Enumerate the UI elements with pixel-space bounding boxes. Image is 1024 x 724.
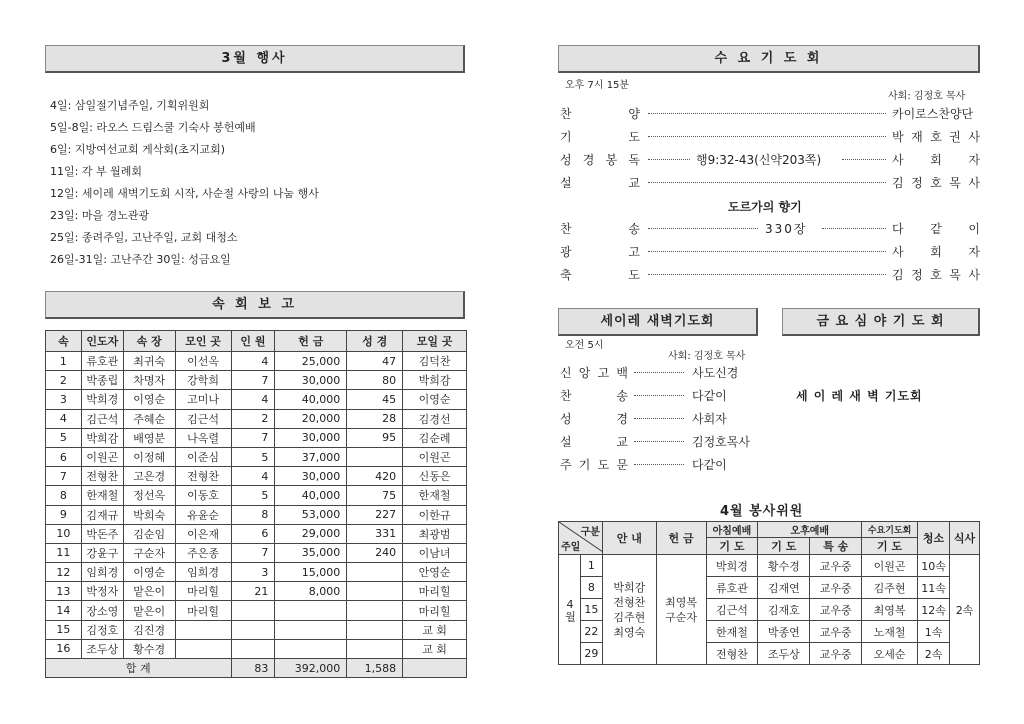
table-cell: 박희숙 [123,505,175,524]
table-row [46,467,467,486]
table-cell: 4 [231,390,275,409]
sunday-date: 29 [580,643,602,665]
table-cell: 마리힐 [403,582,467,601]
order-value: 다 같 이 [892,222,980,236]
table-row [46,601,467,620]
table-cell: 7 [231,371,275,390]
order-row [560,128,980,146]
table-row [46,447,467,466]
table-cell: 이원곤 [81,447,123,466]
dawn-title-bar [558,308,758,336]
table-cell: 마리힐 [403,601,467,620]
morning-prayer-header: 기 도 [706,538,758,555]
table-cell: 331 [347,524,403,543]
order-leader-dots [648,274,886,275]
cleaning-cell: 2속 [918,643,950,665]
order-label: 찬 양 [560,107,640,121]
table-cell: 최귀숙 [123,352,175,371]
march-event: 6일: 지방여선교회 게삭회(초지교회) [50,143,226,156]
table-cell: 이영순 [123,390,175,409]
table-cell: 4 [231,467,275,486]
table-cell: 주은종 [175,543,231,562]
corner-top-label: 구분 [580,527,600,538]
cleaning-cell: 12속 [918,599,950,621]
afternoon-prayer: 조두상 [758,643,810,665]
table-cell: 5 [231,486,275,505]
table-cell: 30,000 [275,467,347,486]
dawn-row [560,387,760,405]
cleaning-cell: 11속 [918,577,950,599]
table-cell: 35,000 [275,543,347,562]
order-label: 광 고 [560,245,640,259]
offering-names: 최영복 구순자 [656,555,706,665]
march-title-bar [45,45,465,73]
dawn-label: 성 경 [560,412,628,426]
table-cell: 김정호 [81,620,123,639]
dawn-value: 사회자 [692,412,727,426]
table-cell: 이동호 [175,486,231,505]
table-cell: 8 [46,486,82,505]
table-cell: 4 [46,409,82,428]
table-cell: 7 [231,428,275,447]
table-cell: 9 [46,505,82,524]
march-event: 5일-8일: 라오스 드림스쿨 기숙사 봉헌예배 [50,121,256,134]
table-cell: 227 [347,505,403,524]
table-cell: 4 [231,352,275,371]
table-cell: 교 회 [403,639,467,658]
wednesday-title-bar [558,45,980,73]
table-cell: 이남녀 [403,543,467,562]
table-cell: 맡은이 [123,601,175,620]
meal-header: 식사 [950,522,980,555]
table-cell: 주혜순 [123,409,175,428]
dawn-leader-dots [634,464,684,465]
march-event: 25일: 종려주일, 고난주일, 교회 대청소 [50,231,238,244]
table-cell: 강학희 [175,371,231,390]
special-song-header: 특 송 [810,538,862,555]
dawn-leader-dots [634,372,684,373]
april-servant-table [558,521,980,665]
table-cell: 20,000 [275,409,347,428]
dawn-leader-dots [634,441,684,442]
table-row [46,409,467,428]
table-cell: 임희경 [81,563,123,582]
hymn-number: 330장 [765,222,808,236]
table-cell: 김경선 [403,409,467,428]
table-cell: 박돈주 [81,524,123,543]
order-row [560,266,980,284]
dawn-label: 설 교 [560,435,628,449]
table-cell: 박정자 [81,582,123,601]
table-cell: 14 [46,601,82,620]
table-cell: 이영순 [403,390,467,409]
dawn-row [560,410,760,428]
table-cell: 이영순 [123,563,175,582]
dawn-leader-dots [634,418,684,419]
cleaning-header: 청소 [918,522,950,555]
table-cell: 이은재 [175,524,231,543]
table-cell: 고은경 [123,467,175,486]
cleaning-cell: 1속 [918,621,950,643]
table-cell: 21 [231,582,275,601]
cell-report-title: 속 회 보 고 [212,297,297,312]
dawn-row [560,364,760,382]
order-value: 김 정 호 목 사 [892,176,980,190]
sunday-date: 8 [580,577,602,599]
march-event: 23일: 마을 경노관광 [50,209,150,222]
table-cell: 박희감 [403,371,467,390]
table-cell: 25,000 [275,352,347,371]
table-cell: 12 [46,563,82,582]
table-cell: 40,000 [275,390,347,409]
total-row [46,659,467,678]
table-cell: 5 [46,428,82,447]
table-cell: 이준심 [175,447,231,466]
march-title: 3월 행사 [221,51,288,66]
table-cell: 김순례 [403,428,467,447]
order-leader-dots [648,228,758,229]
table-cell [347,447,403,466]
guide-header: 안 내 [602,522,656,555]
table-cell [275,601,347,620]
table-cell: 김순임 [123,524,175,543]
col-header: 모인 곳 [175,331,231,352]
table-cell: 조두상 [81,639,123,658]
sunday-date: 22 [580,621,602,643]
table-cell: 한재철 [403,486,467,505]
wednesday-prayer: 이원곤 [862,555,918,577]
table-cell: 2 [231,409,275,428]
table-cell: 95 [347,428,403,447]
afternoon-prayer: 김재호 [758,599,810,621]
col-header: 모일 곳 [403,331,467,352]
friday-title: 금 요 심 야 기 도 회 [816,314,945,329]
table-cell: 전형찬 [81,467,123,486]
afternoon-prayer: 김재연 [758,577,810,599]
table-cell: 김재규 [81,505,123,524]
table-row [46,428,467,447]
order-value: 박 재 호 권 사 [892,130,980,144]
table-cell: 75 [347,486,403,505]
morning-header: 아침예배 [706,522,758,538]
dawn-value: 다같이 [692,389,727,403]
table-cell: 45 [347,390,403,409]
table-cell: 박희경 [81,390,123,409]
table-cell [347,620,403,639]
table-cell [175,639,231,658]
order-leader-dots [842,159,886,160]
wednesday-time: 오후 7시 15분 [565,80,630,91]
corner-cell [559,522,603,555]
afternoon-header: 오후예배 [758,522,862,538]
total-people: 83 [231,659,275,678]
wednesday-host: 사회: 김정호 목사 [888,91,966,102]
table-cell: 배영분 [123,428,175,447]
table-cell: 안영순 [403,563,467,582]
total-offering: 392,000 [275,659,347,678]
special-song: 교우중 [810,599,862,621]
table-row [46,639,467,658]
table-cell [347,563,403,582]
order-row [560,174,980,192]
col-header: 헌 금 [275,331,347,352]
table-cell [347,582,403,601]
dawn-title: 세이레 새벽기도회 [600,314,715,329]
table-cell: 7 [46,467,82,486]
scripture-reference: 행9:32-43(신약203쪽) [696,153,822,167]
table-cell: 김근석 [81,409,123,428]
table-cell [275,639,347,658]
table-cell: 고미나 [175,390,231,409]
dawn-row [560,456,760,474]
table-cell: 30,000 [275,371,347,390]
table-cell: 황수경 [123,639,175,658]
special-song: 교우중 [810,643,862,665]
table-row [46,352,467,371]
col-header: 인 원 [231,331,275,352]
order-value: 사 회 자 [892,245,980,259]
table-cell: 류호관 [81,352,123,371]
order-leader-dots [648,136,886,137]
order-label: 설 교 [560,176,640,190]
table-cell: 53,000 [275,505,347,524]
special-song: 교우중 [810,555,862,577]
dawn-host: 사회: 김정호 목사 [668,351,746,362]
dawn-value: 다같이 [692,458,727,472]
march-event: 26일-31일: 고난주간 30일: 성금요일 [50,253,231,266]
order-row [560,151,980,169]
table-cell: 김덕찬 [403,352,467,371]
table-cell: 마리힐 [175,582,231,601]
table-row [46,620,467,639]
table-cell: 420 [347,467,403,486]
table-cell: 47 [347,352,403,371]
wednesday-prayer: 김주현 [862,577,918,599]
table-row [46,486,467,505]
table-cell: 6 [46,447,82,466]
wednesday-header: 수요기도회 [862,522,918,538]
col-header: 성 경 [347,331,403,352]
sunday-date: 1 [580,555,602,577]
special-song: 교우중 [810,577,862,599]
table-cell [347,601,403,620]
april-header-row [559,522,980,538]
table-cell: 1 [46,352,82,371]
table-cell: 37,000 [275,447,347,466]
order-leader-dots [648,113,886,114]
order-label: 찬 송 [560,222,640,236]
april-row [559,555,980,577]
table-cell: 이한규 [403,505,467,524]
order-value: 사 회 자 [892,153,980,167]
afternoon-prayer-header: 기 도 [758,538,810,555]
morning-prayer: 류호관 [706,577,758,599]
table-cell: 신동은 [403,467,467,486]
table-cell: 2 [46,371,82,390]
table-cell: 김근석 [175,409,231,428]
order-leader-dots [648,251,886,252]
table-row [46,582,467,601]
order-value: 김 정 호 목 사 [892,268,980,282]
table-cell: 박종립 [81,371,123,390]
table-cell: 맡은이 [123,582,175,601]
order-row [560,105,980,123]
table-cell: 교 회 [403,620,467,639]
table-cell [231,639,275,658]
sermon-subtitle: 도르가의 향기 [728,200,802,214]
table-cell: 김진경 [123,620,175,639]
table-cell: 유윤순 [175,505,231,524]
march-event: 4일: 삼일절기념주일, 기획위원회 [50,99,210,112]
total-empty [403,659,467,678]
table-cell: 6 [231,524,275,543]
table-cell [231,620,275,639]
month-cell: 4월 [559,555,581,665]
table-cell: 임희경 [175,563,231,582]
table-cell: 나옥렬 [175,428,231,447]
table-cell: 3 [46,390,82,409]
table-cell: 8,000 [275,582,347,601]
march-event: 11일: 각 부 월례회 [50,165,142,178]
table-cell [231,601,275,620]
table-cell: 장소영 [81,601,123,620]
total-bible: 1,588 [347,659,403,678]
table-row [46,505,467,524]
table-cell: 28 [347,409,403,428]
dawn-value: 김정호목사 [692,435,750,449]
table-cell: 16 [46,639,82,658]
dawn-label: 주 기 도 문 [560,458,628,472]
dawn-row [560,433,760,451]
wednesday-prayer: 최영복 [862,599,918,621]
table-cell [275,620,347,639]
afternoon-prayer: 박종연 [758,621,810,643]
meal-cell: 2속 [950,555,980,665]
morning-prayer: 김근석 [706,599,758,621]
table-cell [347,639,403,658]
cleaning-cell: 10속 [918,555,950,577]
table-cell: 이원곤 [403,447,467,466]
friday-body: 세 이 레 새 벽 기도회 [796,389,923,403]
table-cell: 240 [347,543,403,562]
table-cell: 한재철 [81,486,123,505]
wednesday-prayer-header: 기 도 [862,538,918,555]
order-leader-dots [648,182,886,183]
table-cell: 80 [347,371,403,390]
wednesday-prayer: 노재철 [862,621,918,643]
table-cell: 이정혜 [123,447,175,466]
afternoon-prayer: 황수경 [758,555,810,577]
dawn-value: 사도신경 [692,366,739,380]
dawn-leader-dots [634,395,684,396]
wednesday-prayer: 오세순 [862,643,918,665]
table-cell: 13 [46,582,82,601]
order-leader-dots [822,228,886,229]
order-label: 기 도 [560,130,640,144]
morning-prayer: 전형찬 [706,643,758,665]
table-cell: 정선옥 [123,486,175,505]
col-header: 속 장 [123,331,175,352]
offering-header: 헌 금 [656,522,706,555]
table-cell: 차명자 [123,371,175,390]
friday-title-bar [782,308,980,336]
table-cell: 3 [231,563,275,582]
table-cell: 최광범 [403,524,467,543]
april-title: 4월 봉사위원 [720,504,804,519]
table-cell: 10 [46,524,82,543]
table-cell: 40,000 [275,486,347,505]
order-leader-dots [648,159,690,160]
cell-report-header-row [46,331,467,352]
march-event: 12일: 세이레 새벽기도회 시작, 사순절 사랑의 나눔 행사 [50,187,319,200]
dawn-time: 오전 5시 [565,340,604,351]
table-cell: 5 [231,447,275,466]
table-cell: 15 [46,620,82,639]
guide-names: 박희감 전형찬 김주현 최영숙 [602,555,656,665]
table-cell: 11 [46,543,82,562]
special-song: 교우중 [810,621,862,643]
dawn-label: 신 앙 고 백 [560,366,628,380]
cell-report-table [45,330,467,678]
table-cell: 29,000 [275,524,347,543]
table-cell: 이선옥 [175,352,231,371]
table-cell: 마리힐 [175,601,231,620]
table-cell: 박희감 [81,428,123,447]
morning-prayer: 한재철 [706,621,758,643]
order-value: 카이로스찬양단 [892,107,974,121]
dawn-label: 찬 송 [560,389,628,403]
table-row [46,524,467,543]
order-label: 축 도 [560,268,640,282]
order-row [560,220,980,238]
table-cell: 30,000 [275,428,347,447]
col-header: 속 [46,331,82,352]
table-cell: 전형찬 [175,467,231,486]
table-row [46,543,467,562]
table-row [46,390,467,409]
sunday-date: 15 [580,599,602,621]
table-cell [175,620,231,639]
morning-prayer: 박희경 [706,555,758,577]
table-row [46,563,467,582]
cell-report-title-bar [45,291,465,319]
col-header: 인도자 [81,331,123,352]
total-label: 합 계 [46,659,232,678]
order-row [560,243,980,261]
wednesday-title: 수 요 기 도 회 [714,51,823,66]
table-cell: 구순자 [123,543,175,562]
table-cell: 15,000 [275,563,347,582]
order-label: 성 경 봉 독 [560,153,640,167]
table-cell: 강윤구 [81,543,123,562]
corner-bottom-label: 주일 [561,542,581,553]
table-row [46,371,467,390]
table-cell: 8 [231,505,275,524]
table-cell: 7 [231,543,275,562]
